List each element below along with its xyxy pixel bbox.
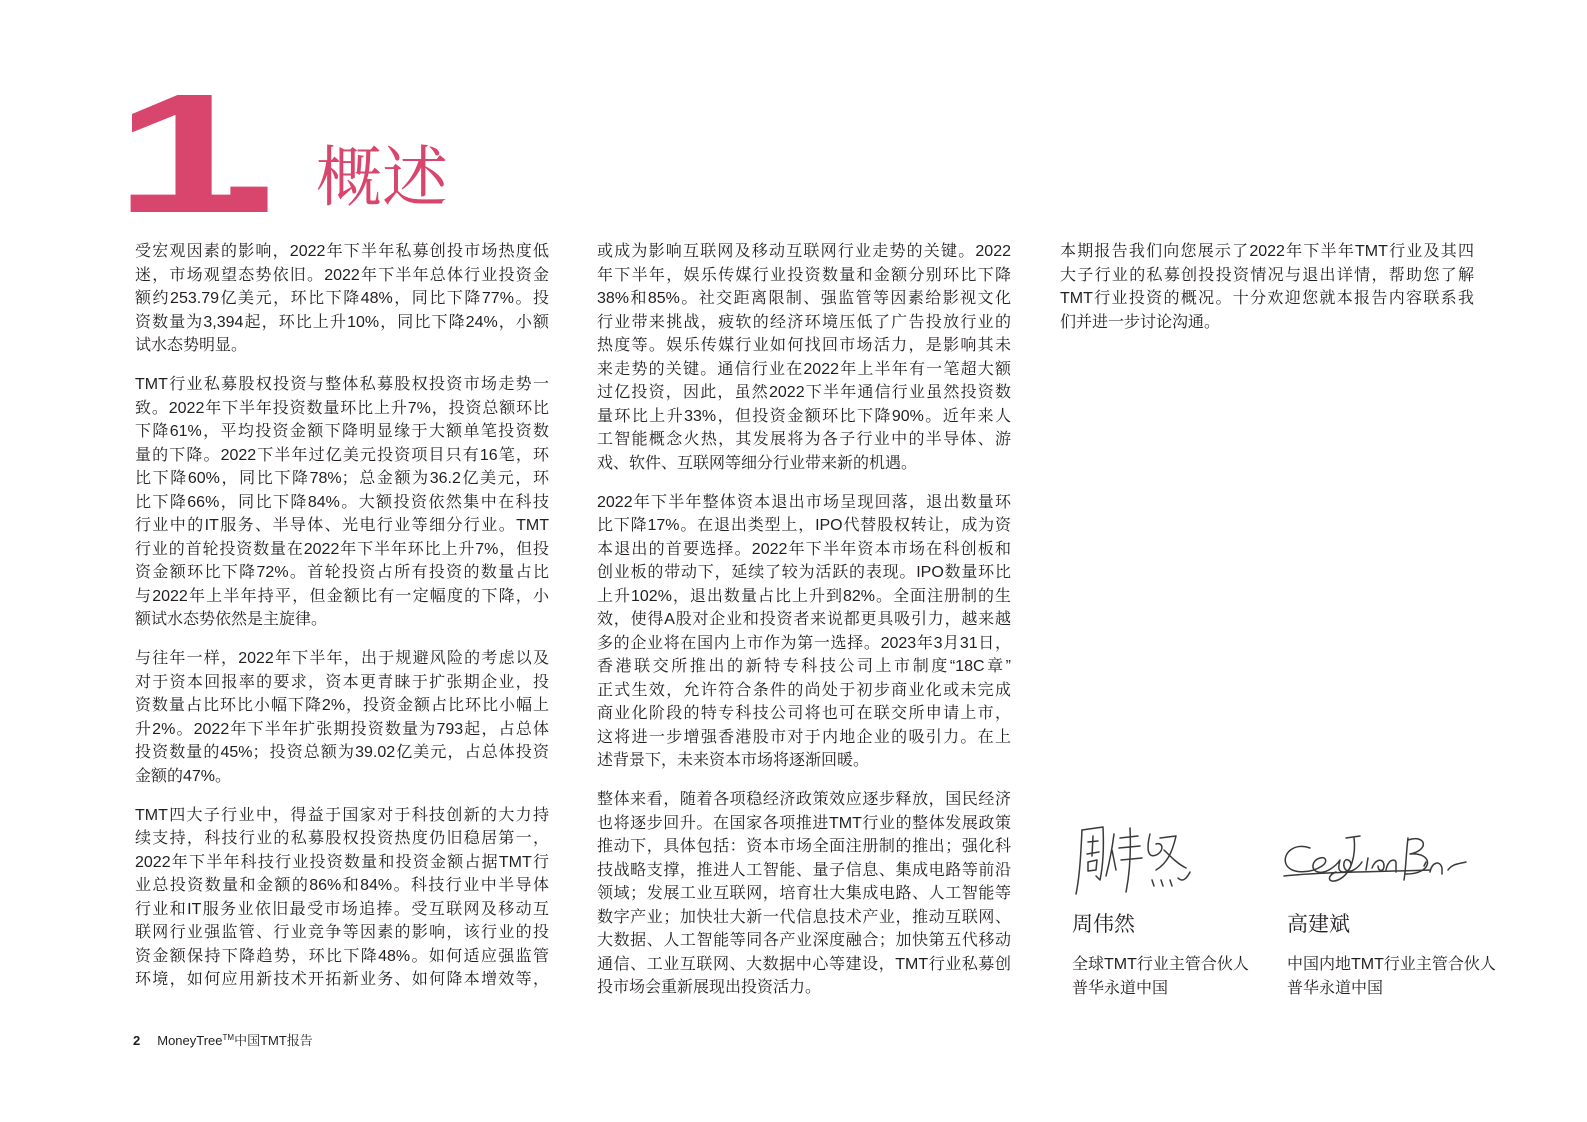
text-line: 资数量占比环比小幅下降2%，投资金额占比环比小幅上 [135,697,549,714]
page-number: 2 [133,1033,141,1048]
text-line: 比下降17%。在退出类型上，IPO代替股权转让，成为资 [597,517,1011,534]
text-line: 这将进一步增强香港股市对于内地企业的吸引力。在上 [597,728,1011,746]
paragraph [135,647,549,788]
text-line: 推动下，具体包括：资本市场全面注册制的推出；强化科 [597,838,1011,855]
paragraph [135,804,549,992]
text-line: 下降61%，平均投资金额下降明显缘于大额单笔投资数 [135,423,549,440]
text-line: 比下降66%，同比下降84%。大额投资依然集中在科技 [135,493,549,511]
report-title: 中国TMT报告 [234,1033,313,1048]
text-line: 行业带来挑战，疲软的经济环境压低了广告投放行业的 [597,313,1011,331]
text-line: 大数据、人工智能等同各产业深度融合；加快第五代移动 [597,932,1011,949]
text-line: 过亿投资，因此，虽然2022下半年通信行业虽然投资数 [597,384,1011,401]
text-column-3 [1060,240,1474,350]
paragraph [597,788,1011,1000]
paragraph [135,240,549,358]
footer [133,1030,313,1049]
text-line: 对于资本回报率的要求，资本更青睐于扩张期企业，投 [135,673,549,691]
text-line: 受宏观因素的影响，2022年下半年私募创投市场热度低 [135,243,549,260]
signature-2 [1280,832,1470,890]
text-line: 资金额保持下降趋势，环比下降48%。如何适应强监管 [135,947,549,965]
text-line: 来走势的关键。通信行业在2022年上半年有一笔超大额 [597,360,1011,378]
text-line: 续支持，科技行业的私募股权投资热度仍旧稳居第一， [135,830,549,847]
text-line: 行业的首轮投资数量在2022年下半年环比上升7%，但投 [135,540,549,558]
paragraph [597,240,1011,475]
text-line: 商业化阶段的特专科技公司将也可在联交所申请上市， [597,705,1011,722]
text-line: 迷，市场观望态势依旧。2022年下半年总体行业投资金 [135,266,549,284]
text-line: 效，使得A股对企业和投资者来说都更具吸引力，越来越 [597,611,1011,628]
signature-1 [1068,820,1193,902]
section-number: 1. [114,59,238,249]
signatory-firm: 普华永道中国 [1072,979,1169,997]
text-line: 升2%。2022年下半年扩张期投资数量为793起，占总体 [135,720,549,738]
text-line: 试水态势明显。 [135,337,248,354]
text-line: 本期报告我们向您展示了2022年下半年TMT行业及其四 [1060,243,1474,260]
text-line: 们并进一步讨论沟通。 [1060,313,1221,331]
text-line: 创业板的带动下，延续了较为活跃的表现。IPO数量环比 [597,564,1011,581]
text-line: 述背景下，未来资本市场将逐渐回暖。 [597,752,870,769]
text-line: 业总投资数量和金额的86%和84%。科技行业中半导体 [135,877,549,894]
text-line: 本退出的首要选择。2022年下半年资本市场在科创板和 [597,540,1011,558]
text-line: 投资数量的45%；投资总额为39.02亿美元，占总体投资 [135,744,549,761]
signatory-firm: 普华永道中国 [1287,979,1384,997]
signatory-name: 周伟然 [1072,913,1135,936]
text-line: 致。2022年下半年投资数量环比上升7%，投资总额环比 [135,399,549,417]
paragraph [1060,240,1474,334]
text-line: 多的企业将在国内上市作为第一选择。2023年3月31日， [597,634,1011,652]
footer-brand: MoneyTree [157,1033,223,1048]
text-line: 比下降60%，同比下降78%；总金额为36.2亿美元，环 [135,470,549,487]
text-line: 热度等。娱乐传媒行业如何找回市场活力，是影响其未 [597,337,1011,354]
text-line: TMT四大子行业中，得益于国家对于科技创新的大力持 [135,806,549,824]
text-line: TMT行业私募股权投资与整体私募股权投资市场走势一 [135,376,549,393]
text-line: 资金额环比下降72%。首轮投资占所有投资的数量占比 [135,564,549,581]
text-line: 额试水态势依然是主旋律。 [135,611,328,628]
text-line: 戏、软件、互联网等细分行业带来新的机遇。 [597,454,918,472]
text-column-2 [597,240,1011,1015]
text-line: 2022年下半年科技行业投资数量和投资金额占据TMT行 [135,853,549,871]
paragraph [135,373,549,632]
text-line: 量的下降。2022下半年过亿美元投资项目只有16笔，环 [135,446,549,464]
text-line: 年下半年，娱乐传媒行业投资数量和金额分别环比下降 [597,266,1011,284]
text-line: 整体来看，随着各项稳经济政策效应逐步释放，国民经济 [597,791,1011,808]
text-line: 工智能概念火热，其发展将为各子行业中的半导体、游 [597,431,1011,448]
text-line: 上升102%，退出数量占比上升到82%。全面注册制的生 [597,587,1011,605]
text-line: 领域；发展工业互联网，培育壮大集成电路、人工智能等 [597,885,1011,902]
text-line: 38%和85%。社交距离限制、强监管等因素给影视文化 [597,290,1011,307]
section-title: 概述 [316,140,448,214]
text-line: 大子行业的私募创投投资情况与退出详情，帮助您了解 [1060,266,1474,284]
text-line: 行业和IT服务业依旧最受市场追捧。受互联网及移动互 [135,900,549,918]
text-line: 量环比上升33%，但投资金额环比下降90%。近年来人 [597,407,1011,425]
text-line: 技战略支撑，推进人工智能、量子信息、集成电路等前沿 [597,861,1011,879]
text-line: 投市场会重新展现出投资活力。 [597,979,822,996]
text-line: 额约253.79亿美元，环比下降48%，同比下降77%。投 [135,290,549,307]
text-line: 也将逐步回升。在国家各项推进TMT行业的整体发展政策 [597,814,1011,832]
text-line: 通信、工业互联网、大数据中心等建设，TMT行业私募创 [597,955,1011,973]
text-line: 环境，如何应用新技术开拓新业务、如何降本增效等， [135,971,549,988]
text-line: 行业中的IT服务、半导体、光电行业等细分行业。TMT [135,517,549,534]
text-line: 2022年下半年整体资本退出市场呈现回落，退出数量环 [597,493,1011,511]
text-line: 联网行业强监管、行业竞争等因素的影响，该行业的投 [135,924,549,941]
signatory-title: 全球TMT行业主管合伙人 [1072,956,1249,973]
text-line: 香港联交所推出的新特专科技公司上市制度“18C章” [597,658,1011,675]
text-line: 金额的47%。 [135,767,232,785]
text-line: 数字产业；加快壮大新一代信息技术产业，推动互联网、 [597,908,1011,926]
text-line: 与2022年上半年持平，但金额比有一定幅度的下降，小 [135,587,549,605]
text-line: TMT行业投资的概况。十分欢迎您就本报告内容联系我 [1060,290,1474,307]
signatory-name: 高建斌 [1287,913,1350,936]
paragraph [597,491,1011,773]
signatory-title: 中国内地TMT行业主管合伙人 [1287,956,1496,973]
text-column-1 [135,240,549,1007]
text-line: 或成为影响互联网及移动互联网行业走势的关键。2022 [597,243,1011,260]
text-line: 正式生效，允许符合条件的尚处于初步商业化或未完成 [597,681,1011,699]
text-line: 资数量为3,394起，环比上升10%，同比下降24%，小额 [135,313,549,331]
text-line: 与往年一样，2022年下半年，出于规避风险的考虑以及 [135,650,549,667]
trademark-mark: TM [222,1033,235,1042]
signatory-2 [1287,913,1547,1000]
